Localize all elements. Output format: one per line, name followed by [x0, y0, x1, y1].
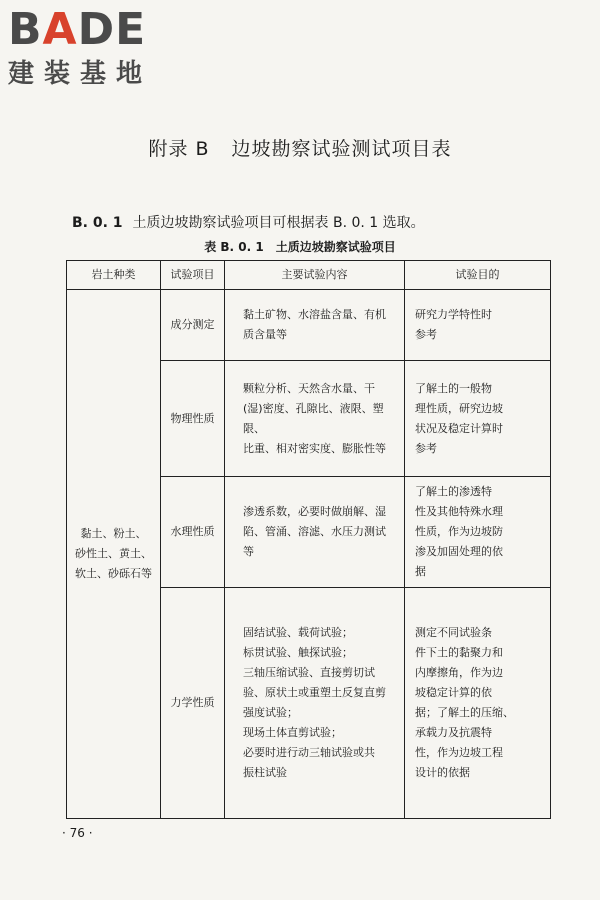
purpose-line: 研究力学特性时: [415, 308, 492, 321]
logo-wordmark: [8, 6, 178, 54]
logo-letter-a: A: [42, 4, 78, 55]
logo-letters-de: DE: [77, 4, 147, 55]
purpose-line: 坡稳定计算的依: [415, 686, 492, 699]
header-test-item: 试验项目: [161, 261, 225, 290]
table-number: 表 B. 0. 1: [204, 240, 264, 254]
clause: [72, 212, 425, 232]
table-caption: [0, 238, 600, 255]
content-line: 振柱试验: [243, 766, 287, 779]
purpose-line: 参考: [415, 328, 437, 341]
appendix-heading: 边坡勘察试验测试项目表: [231, 138, 452, 160]
purpose-line: 渗及加固处理的依: [415, 545, 503, 558]
content-cell: [225, 477, 405, 588]
clause-number: B. 0. 1: [72, 215, 123, 231]
content-line: 验、原状土或重塑土反复直剪: [243, 686, 386, 699]
table-header-row: [67, 261, 551, 290]
content-line: 黏土矿物、水溶盐含量、有机: [243, 308, 386, 321]
purpose-line: 性及其他特殊水理: [415, 505, 503, 518]
purpose-line: 性质，作为边坡防: [415, 525, 503, 538]
table-title: 土质边坡勘察试验项目: [275, 240, 396, 254]
test-item-cell: 水理性质: [161, 477, 225, 588]
purpose-line: 件下土的黏聚力和: [415, 646, 503, 659]
content-line: 三轴压缩试验、直接剪切试: [243, 666, 375, 679]
logo-letter-b: B: [8, 4, 43, 55]
purpose-line: 承载力及抗震特: [415, 726, 492, 739]
purpose-line: 据；了解土的压缩、: [415, 706, 514, 719]
content-line: 固结试验、载荷试验；: [243, 626, 353, 639]
content-cell: [225, 361, 405, 477]
rock-type-line: 砂性土、黄土、: [75, 547, 152, 560]
purpose-cell: [405, 290, 551, 361]
header-main-content: 主要试验内容: [225, 261, 405, 290]
logo: [8, 6, 178, 96]
content-line: 标贯试验、触探试验；: [243, 646, 353, 659]
purpose-cell: [405, 588, 551, 819]
test-items-table: [66, 260, 551, 819]
content-line: 渗透系数，必要时做崩解、湿: [243, 505, 386, 518]
header-purpose: 试验目的: [405, 261, 551, 290]
purpose-line: 测定不同试验条: [415, 626, 492, 639]
purpose-line: 据: [415, 565, 426, 578]
purpose-line: 了解土的渗透特: [415, 485, 492, 498]
purpose-line: 设计的依据: [415, 766, 470, 779]
test-item-cell: 成分测定: [161, 290, 225, 361]
content-line: 陷、管涌、溶滤、水压力测试等: [243, 525, 386, 558]
test-item-cell: 物理性质: [161, 361, 225, 477]
table-row: [67, 290, 551, 361]
content-line: 必要时进行动三轴试验或共: [243, 746, 375, 759]
purpose-cell: [405, 477, 551, 588]
appendix-label: 附录 B: [148, 138, 210, 160]
appendix-title: [0, 134, 600, 161]
content-cell: [225, 588, 405, 819]
content-cell: [225, 290, 405, 361]
content-line: 质含量等: [243, 328, 287, 341]
header-rock-type: 岩土种类: [67, 261, 161, 290]
purpose-line: 了解土的一般物: [415, 381, 492, 395]
content-line: 现场土体直剪试验；: [243, 726, 342, 739]
logo-subtitle: 建装基地: [8, 59, 153, 89]
rock-type-line: 黏土、粉土、: [80, 527, 147, 540]
test-item-cell: 力学性质: [161, 588, 225, 819]
purpose-line: 参考: [415, 441, 437, 455]
purpose-line: 状况及稳定计算时: [415, 421, 503, 435]
content-line: 颗粒分析、天然含水量、干: [243, 381, 375, 395]
page-number: · 76 ·: [62, 826, 93, 840]
rock-type-line: 软土、砂砾石等: [75, 567, 152, 580]
content-line: (湿)密度、孔隙比、液限、塑限、: [243, 401, 384, 435]
purpose-line: 性，作为边坡工程: [415, 746, 503, 759]
content-line: 强度试验；: [243, 706, 298, 719]
rock-type-cell: [67, 290, 161, 819]
purpose-cell: [405, 361, 551, 477]
clause-text: 土质边坡勘察试验项目可根据表 B. 0. 1 选取。: [132, 215, 425, 231]
purpose-line: 内摩擦角，作为边: [415, 666, 503, 679]
purpose-line: 理性质，研究边坡: [415, 401, 503, 415]
content-line: 比重、相对密实度、膨胀性等: [243, 441, 386, 455]
